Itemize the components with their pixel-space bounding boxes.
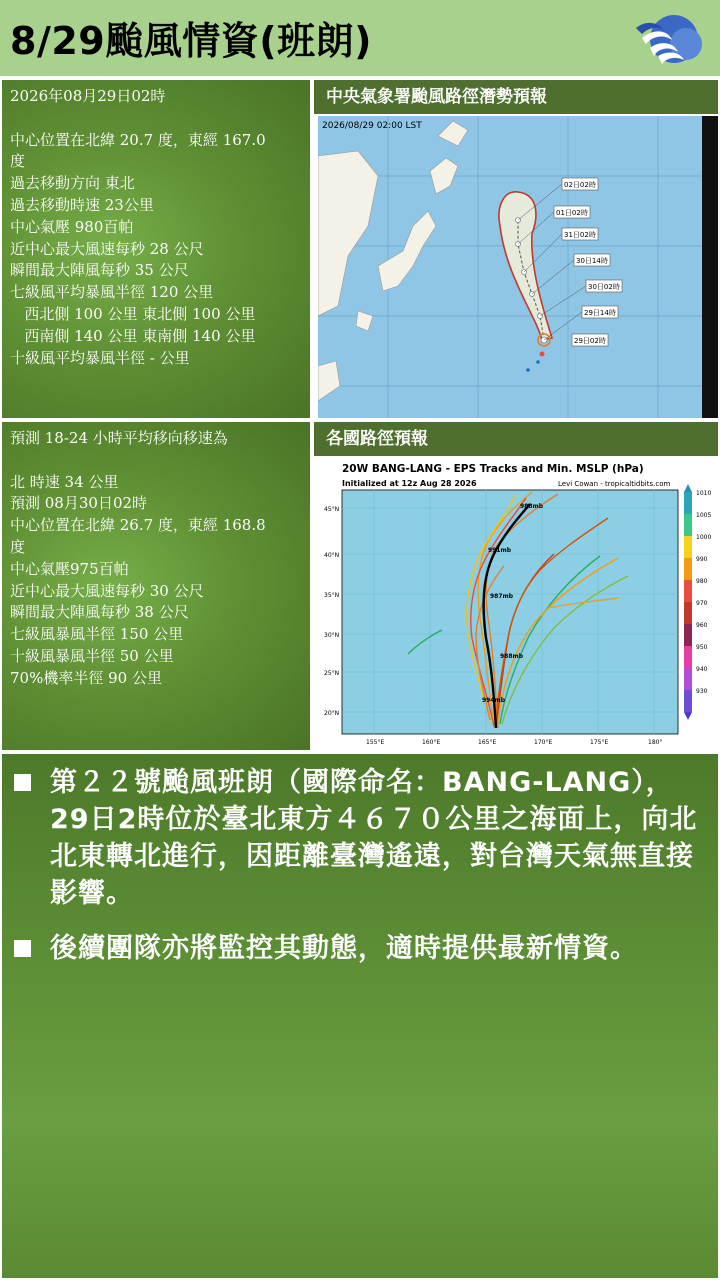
cwa-forecast-panel: [312, 78, 720, 420]
eps-panel-title: 各國路徑預報: [314, 422, 718, 456]
eps-lat-5: 20°N: [324, 710, 340, 717]
eps-mslp-1: 991mb: [488, 547, 512, 554]
cwa-timestamp: 2026/08/29 02:00 LST: [322, 121, 422, 131]
eps-mslp-3: 988mb: [500, 653, 524, 660]
eps-cbar-8: 940: [696, 666, 708, 673]
forecast-line: 70%機率半徑 90 公里: [10, 668, 162, 687]
eps-lat-1: 40°N: [324, 552, 340, 559]
eps-title: 20W BANG-LANG - EPS Tracks and Min. MSLP (hPa): [342, 463, 644, 475]
current-status-line: 瞬間最大陣風每秒 35 公尺: [10, 261, 189, 280]
current-status-line: 過去移動時速 23公里: [10, 195, 154, 214]
cwa-label-2: 31日02時: [564, 231, 596, 239]
eps-lat-3: 30°N: [324, 632, 340, 639]
eps-cbar-1: 1005: [696, 512, 712, 519]
eps-cbar-9: 930: [696, 688, 708, 695]
forecast-line: 十級風暴風半徑 50 公里: [10, 646, 174, 665]
eps-cbar-6: 960: [696, 622, 708, 629]
bullet-square-icon: [14, 774, 31, 791]
current-status-spacer: [10, 108, 302, 130]
eps-lon-0: 155°E: [366, 739, 385, 746]
summary-text-2: 後續團隊亦將監控其動態，適時提供最新情資。: [50, 933, 638, 964]
forecast-line: 中心氣壓975百帕: [10, 559, 129, 578]
forecast-line: 北 時速 34 公里: [10, 472, 119, 491]
current-status-line: 度: [10, 152, 26, 171]
eps-lat-4: 25°N: [324, 670, 340, 677]
forecast-spacer: [10, 450, 302, 472]
eps-forecast-panel: [312, 420, 720, 752]
eps-lon-3: 170°E: [534, 739, 553, 746]
current-status-line: 過去移動方向 東北: [10, 174, 135, 193]
eps-cbar-0: 1010: [696, 490, 712, 497]
eps-lon-4: 175°E: [590, 739, 609, 746]
forecast-line: 預測 18-24 小時平均移向移速為: [10, 429, 228, 447]
summary-text-1: 第２２號颱風班朗（國際命名：BANG-LANG），29日2時位於臺北東方４６７０公里之海面上，向北北東轉北進行，因距離臺灣遙遠，對台灣天氣無直接影響。: [50, 767, 698, 909]
summary-section: [0, 752, 720, 1280]
logo-icon: [628, 6, 708, 72]
current-status-line: 2026年08月29日02時: [10, 87, 166, 105]
current-status-line: 西北側 100 公里 東北側 100 公里: [10, 304, 256, 323]
eps-cbar-5: 970: [696, 600, 708, 607]
eps-track-map: [318, 458, 718, 750]
cwa-label-6: 29日02時: [574, 337, 606, 345]
forecast-panel: [0, 420, 312, 752]
eps-credit: Levi Cowan - tropicaltidbits.com: [558, 480, 671, 488]
eps-lat-2: 35°N: [324, 592, 340, 599]
current-status-panel: [0, 78, 312, 420]
eps-cbar-3: 990: [696, 556, 708, 563]
page-title: 8/29颱風情資(班朗): [10, 19, 372, 63]
cwa-panel-title: 中央氣象署颱風路徑潛勢預報: [314, 80, 718, 114]
forecast-line: 預測 08月30日02時: [10, 494, 148, 513]
current-status-line: 十級風平均暴風半徑 - 公里: [10, 348, 190, 367]
forecast-line: 近中心最大風速每秒 30 公尺: [10, 581, 204, 600]
current-status-line: 西南側 140 公里 東南側 140 公里: [10, 326, 256, 345]
forecast-line: 度: [10, 537, 26, 556]
bullet-square-icon: [14, 940, 31, 957]
eps-mslp-0: 988mb: [520, 503, 544, 510]
current-status-line: 中心氣壓 980百帕: [10, 217, 134, 236]
eps-mslp-2: 987mb: [490, 593, 514, 600]
eps-lon-2: 165°E: [478, 739, 497, 746]
eps-lon-5: 180°: [648, 739, 663, 746]
forecast-text: [2, 422, 310, 696]
eps-subtitle: Initialized at 12z Aug 28 2026: [342, 479, 477, 488]
forecast-line: 中心位置在北緯 26.7 度，東經 168.8: [10, 516, 266, 535]
cwa-track-map: [318, 116, 718, 418]
current-status-line: 近中心最大風速每秒 28 公尺: [10, 239, 204, 258]
current-status-line: 七級風平均暴風半徑 120 公里: [10, 283, 214, 302]
eps-lon-1: 160°E: [422, 739, 441, 746]
forecast-line: 七級風暴風半徑 150 公里: [10, 625, 184, 644]
eps-mslp-4: 994mb: [482, 697, 506, 704]
header-bar: [0, 0, 720, 78]
cwa-label-0: 02日02時: [564, 181, 596, 189]
cwa-label-1: 01日02時: [556, 209, 588, 217]
eps-cbar-4: 980: [696, 578, 708, 585]
current-status-line: 中心位置在北緯 20.7 度，東經 167.0: [10, 130, 266, 149]
cwa-label-4: 30日02時: [588, 283, 620, 291]
forecast-line: 瞬間最大陣風每秒 38 公尺: [10, 603, 189, 622]
current-status-text: [2, 80, 310, 375]
cwa-label-5: 29日14時: [584, 309, 616, 317]
eps-cbar-7: 950: [696, 644, 708, 651]
eps-colorbar: [684, 484, 692, 720]
cwa-label-3: 30日14時: [576, 257, 608, 265]
eps-lat-0: 45°N: [324, 506, 340, 513]
eps-cbar-2: 1000: [696, 534, 712, 541]
